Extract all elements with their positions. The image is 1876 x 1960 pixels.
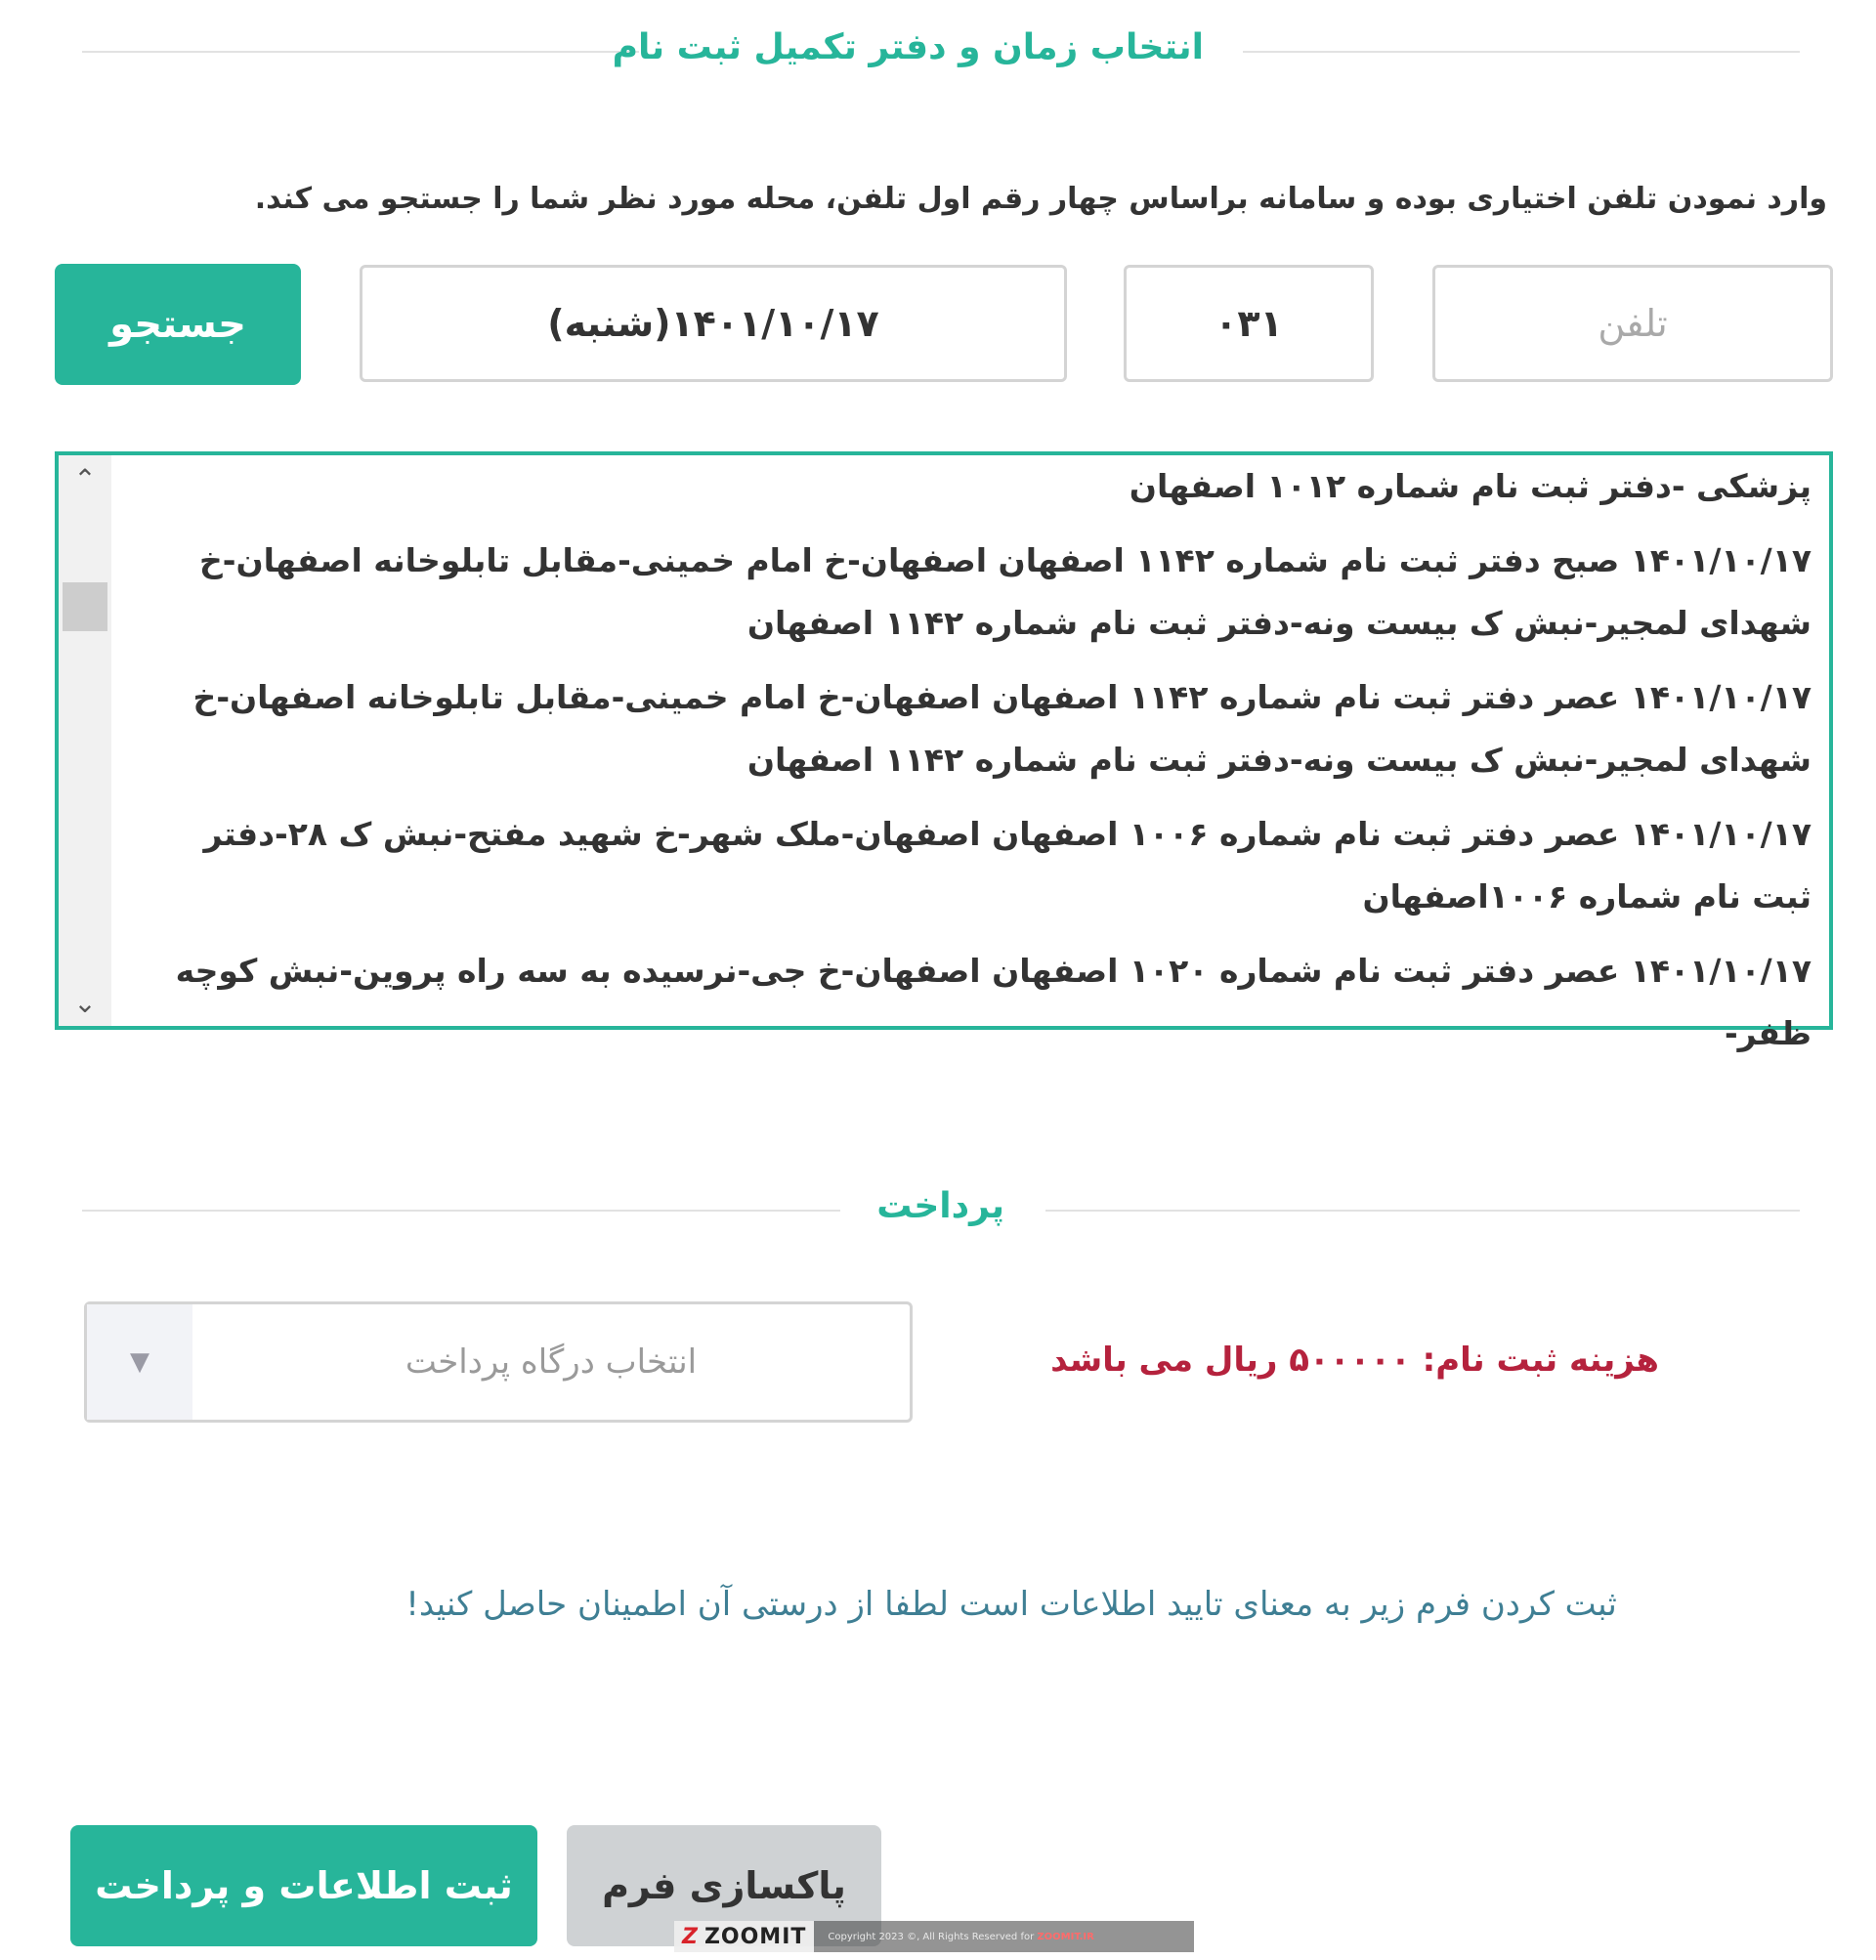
watermark-copyright	[814, 1932, 1093, 1942]
section-divider-right	[1243, 51, 1800, 53]
phone-input[interactable]: تلفن	[1432, 265, 1833, 382]
payment-divider-left	[82, 1210, 840, 1212]
scroll-down-icon[interactable]: ⌄	[73, 986, 97, 1019]
zoomit-logo-icon: Z	[682, 1924, 699, 1949]
scroll-thumb[interactable]	[63, 582, 107, 631]
list-item[interactable]: پزشکی -دفتر ثبت نام شماره ۱۰۱۲ اصفهان	[1129, 467, 1812, 505]
list-item[interactable]: ۱۴۰۱/۱۰/۱۷ صبح دفتر ثبت نام شماره ۱۱۴۲ اصفهان اصفهان-خ امام خمینی-مقابل تابلوخانه اصفهان-خ شهدای لمجیر-نبش ک بیست ونه-دفتر ثبت نام شماره ۱۱۴۲ اصفهان	[198, 541, 1812, 642]
office-list[interactable]	[55, 451, 1833, 1052]
payment-gateway-select[interactable]	[84, 1301, 913, 1423]
office-list-items	[137, 412, 1812, 1077]
watermark-copyright-text: Copyright 2023 ©, All Rights Reserved for	[828, 1931, 1035, 1942]
search-button[interactable]: جستجو	[55, 264, 301, 385]
watermark	[674, 1921, 1194, 1952]
section-divider-left	[82, 51, 639, 53]
dropdown-arrow-icon[interactable]: ▼	[87, 1304, 192, 1420]
list-scrollbar[interactable]	[59, 455, 111, 1026]
list-item[interactable]: ۱۴۰۱/۱۰/۱۷ عصر دفتر ثبت نام شماره ۱۰۰۶ اصفهان اصفهان-ملک شهر-خ شهید مفتح-نبش ک ۲۸-دفتر ثبت نام شماره ۱۰۰۶اصفهان	[203, 815, 1812, 916]
payment-divider-right	[1045, 1210, 1800, 1212]
notice-text: ثبت کردن فرم زیر به معنای تایید اطلاعات است لطفا از درستی آن اطمینان حاصل کنید!	[405, 1585, 1617, 1624]
payment-section-title: پرداخت	[876, 1186, 1004, 1226]
submit-and-pay-button[interactable]: ثبت اطلاعات و پرداخت	[70, 1825, 537, 1946]
date-select[interactable]: ۱۴۰۱/۱۰/۱۷(شنبه)	[360, 265, 1067, 382]
schedule-section-title: انتخاب زمان و دفتر تکمیل ثبت نام	[612, 27, 1204, 67]
reset-form-button[interactable]: پاکسازی فرم	[567, 1825, 881, 1946]
watermark-logo	[674, 1921, 814, 1952]
phone-instruction: وارد نمودن تلفن اختیاری بوده و سامانه براساس چهار رقم اول تلفن، محله مورد نظر شما را جستجو می کند.	[254, 182, 1827, 216]
watermark-site: ZOOMIT.IR	[1037, 1931, 1094, 1942]
confirmation-notice	[0, 1585, 1876, 1624]
registration-fee: هزینه ثبت نام: ۵۰۰۰۰۰ ریال می باشد	[1050, 1341, 1659, 1380]
scroll-up-icon[interactable]: ⌃	[73, 462, 97, 495]
list-item[interactable]: ۱۴۰۱/۱۰/۱۷ عصر دفتر ثبت نام شماره ۱۱۴۲ اصفهان اصفهان-خ امام خمینی-مقابل تابلوخانه اصفهان-خ شهدای لمجیر-نبش ک بیست ونه-دفتر ثبت نام شماره ۱۱۴۲ اصفهان	[192, 678, 1812, 779]
area-code-input[interactable]: ۰۳۱	[1124, 265, 1374, 382]
gateway-placeholder: انتخاب درگاه پرداخت	[405, 1342, 698, 1382]
list-item[interactable]: ۱۴۰۱/۱۰/۱۷ عصر دفتر ثبت نام شماره ۱۰۲۰ اصفهان اصفهان-خ جی-نرسیده به سه راه پروین-نبش کوچه ظفر-	[175, 952, 1812, 1052]
watermark-brand: ZOOMIT	[704, 1924, 807, 1949]
